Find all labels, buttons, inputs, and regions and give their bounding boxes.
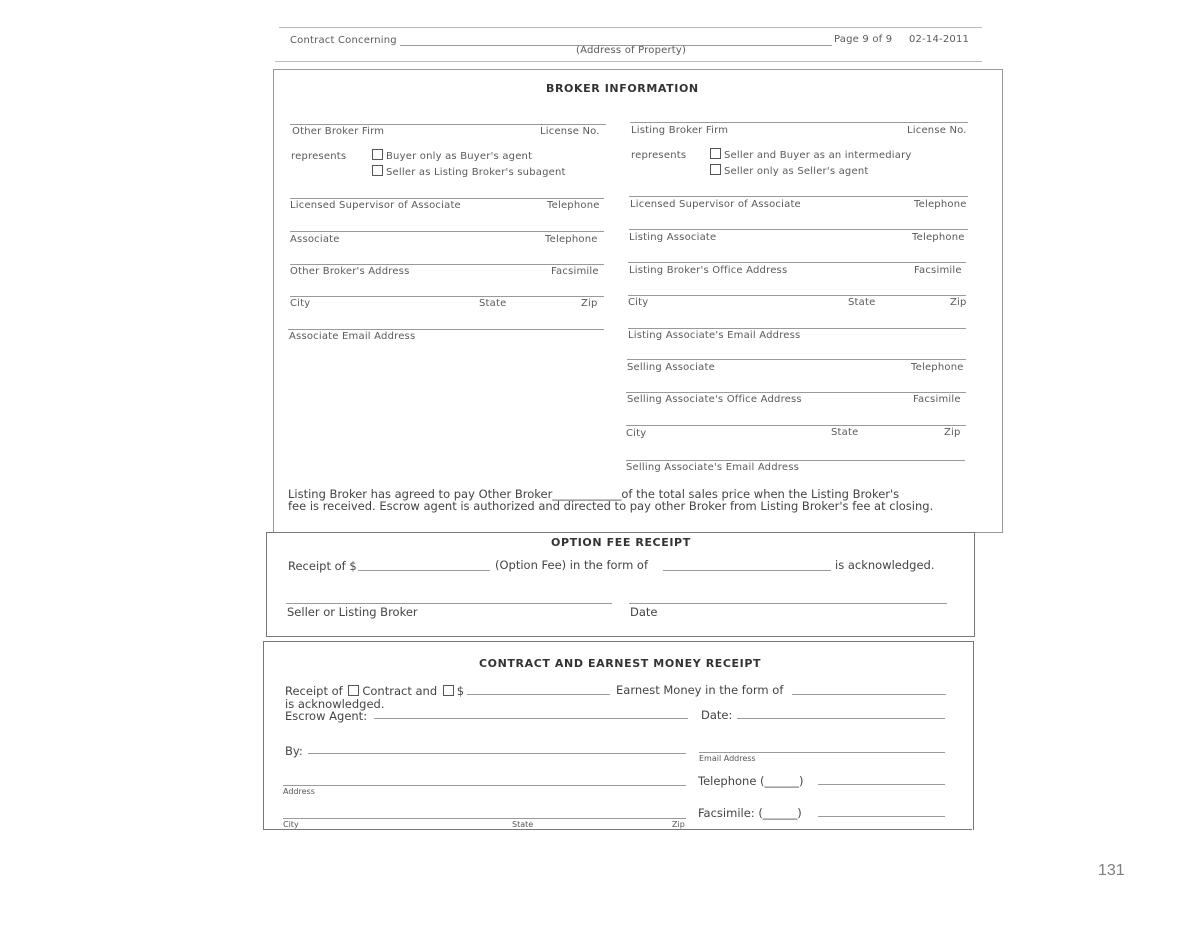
earnest-section-bottom-rule	[263, 829, 972, 830]
earnest-receipt-row	[285, 684, 464, 698]
seller-signature-line[interactable]	[286, 603, 612, 604]
earnest-money-form-label: Earnest Money in the form of	[616, 683, 784, 697]
form-date: 02-14-2011	[909, 34, 970, 45]
selling-associate-office-address-label: Selling Associate's Office Address	[627, 394, 802, 405]
right-supervisor-line[interactable]	[629, 196, 968, 197]
earnest-receipt-of-label: Receipt of	[285, 684, 343, 698]
address-line[interactable]	[283, 785, 686, 786]
earnest-dollar-label: $	[456, 684, 465, 698]
associate-email-label: Associate Email Address	[289, 331, 416, 342]
other-broker-facsimile-label: Facsimile	[551, 266, 599, 277]
selling-associate-facsimile-label: Facsimile	[913, 394, 961, 405]
left-option-buyer-agent[interactable]: Buyer only as Buyer's agent	[372, 149, 532, 162]
fee-agreement-line-1: Listing Broker has agreed to pay Other Broker____________of the total sales price when the Listing Broker's	[288, 487, 900, 501]
right-option-intermediary[interactable]: Seller and Buyer as an intermediary	[710, 148, 912, 161]
earnest-state-label: State	[512, 820, 534, 829]
address-of-property-label: (Address of Property)	[576, 45, 687, 56]
checkbox-icon[interactable]	[372, 165, 383, 176]
listing-associate-label: Listing Associate	[629, 232, 717, 243]
listing-broker-firm-label: Listing Broker Firm	[631, 125, 729, 136]
left-state-label: State	[479, 298, 507, 309]
facsimile-label: Facsimile: (______)	[698, 806, 802, 820]
selling-associate-email-line[interactable]	[626, 460, 965, 461]
page-indicator: Page 9 of 9	[834, 34, 893, 45]
associate-line[interactable]	[290, 231, 604, 232]
right-option-seller-agent[interactable]: Seller only as Seller's agent	[710, 164, 869, 177]
earnest-acknowledged-label: is acknowledged.	[285, 697, 385, 711]
checkbox-icon[interactable]	[372, 149, 383, 160]
selling-state-label: State	[831, 427, 859, 438]
option-fee-date-label: Date	[630, 605, 658, 619]
option-fee-acknowledged-label: is acknowledged.	[835, 558, 935, 572]
associate-email-line[interactable]	[288, 329, 604, 330]
earnest-money-title: CONTRACT AND EARNEST MONEY RECEIPT	[479, 657, 762, 670]
by-label: By:	[285, 744, 303, 758]
left-supervisor-line[interactable]	[290, 198, 604, 199]
right-supervisor-telephone-label: Telephone	[914, 199, 967, 210]
listing-associate-email-label: Listing Associate's Email Address	[628, 330, 801, 341]
selling-associate-line[interactable]	[627, 359, 966, 360]
page-number: 131	[1098, 862, 1125, 879]
checkbox-icon[interactable]	[348, 685, 359, 696]
checkbox-icon[interactable]	[443, 685, 454, 696]
listing-broker-office-address-line[interactable]	[628, 262, 966, 263]
left-supervisor-telephone-label: Telephone	[547, 200, 600, 211]
right-represents-label: represents	[631, 150, 687, 161]
left-city-label: City	[290, 298, 311, 309]
option-fee-receipt-of-label: Receipt of $	[288, 559, 357, 573]
earnest-city-label: City	[283, 820, 299, 829]
city-state-zip-line[interactable]	[283, 818, 686, 819]
telephone-line[interactable]	[818, 784, 945, 785]
option-fee-title: OPTION FEE RECEIPT	[551, 536, 691, 549]
left-represents-label: represents	[291, 151, 347, 162]
left-option-seller-subagent[interactable]: Seller as Listing Broker's subagent	[372, 165, 566, 178]
right-zip-label: Zip	[950, 297, 967, 308]
earnest-money-form-line[interactable]	[792, 694, 946, 695]
other-broker-firm-line[interactable]	[290, 124, 606, 125]
listing-associate-line[interactable]	[629, 229, 968, 230]
selling-city-label: City	[626, 428, 647, 439]
earnest-date-label: Date:	[701, 708, 733, 722]
contract-concerning-label: Contract Concerning	[290, 35, 397, 46]
right-city-label: City	[628, 297, 649, 308]
email-address-line[interactable]	[699, 752, 945, 753]
right-state-label: State	[848, 297, 876, 308]
selling-associate-telephone-label: Telephone	[911, 362, 964, 373]
earnest-amount-line[interactable]	[467, 694, 610, 695]
other-broker-address-line[interactable]	[290, 264, 604, 265]
left-city-line[interactable]	[290, 296, 604, 297]
earnest-contract-label: Contract and	[362, 684, 438, 698]
option-fee-form-line[interactable]	[663, 570, 831, 571]
broker-information-title: BROKER INFORMATION	[546, 82, 699, 95]
left-supervisor-label: Licensed Supervisor of Associate	[290, 200, 461, 211]
address-label: Address	[283, 787, 315, 796]
other-broker-firm-label: Other Broker Firm	[292, 126, 385, 137]
selling-associate-email-label: Selling Associate's Email Address	[626, 462, 800, 473]
listing-associate-email-line[interactable]	[628, 328, 966, 329]
by-signature-line[interactable]	[308, 753, 686, 754]
header-bottom-rule	[275, 61, 982, 62]
selling-associate-office-address-line[interactable]	[626, 392, 966, 393]
telephone-label: Telephone (______)	[698, 774, 804, 788]
earnest-date-line[interactable]	[737, 718, 945, 719]
fee-agreement-line-2: fee is received. Escrow agent is authorized and directed to pay other Broker from Listing Broker's fee at closing.	[288, 499, 934, 513]
listing-associate-telephone-label: Telephone	[912, 232, 965, 243]
seller-listing-broker-label: Seller or Listing Broker	[287, 605, 418, 619]
associate-telephone-label: Telephone	[545, 234, 598, 245]
header-top-rule	[279, 27, 982, 28]
selling-associate-label: Selling Associate	[627, 362, 715, 373]
selling-zip-label: Zip	[944, 427, 961, 438]
listing-broker-license-label: License No.	[907, 125, 967, 136]
right-city-line[interactable]	[628, 295, 966, 296]
option-fee-form-label: (Option Fee) in the form of	[495, 558, 649, 572]
facsimile-line[interactable]	[818, 816, 945, 817]
left-zip-label: Zip	[581, 298, 598, 309]
email-address-label: Email Address	[699, 754, 756, 763]
right-supervisor-label: Licensed Supervisor of Associate	[630, 199, 801, 210]
listing-broker-facsimile-label: Facsimile	[914, 265, 962, 276]
checkbox-icon[interactable]	[710, 148, 721, 159]
escrow-agent-line[interactable]	[374, 718, 688, 719]
listing-broker-firm-line[interactable]	[630, 122, 968, 123]
associate-label: Associate	[290, 234, 340, 245]
option-fee-amount-line[interactable]	[358, 570, 490, 571]
selling-city-line[interactable]	[626, 425, 966, 426]
other-broker-address-label: Other Broker's Address	[290, 266, 410, 277]
escrow-agent-label: Escrow Agent:	[285, 709, 368, 723]
listing-broker-office-address-label: Listing Broker's Office Address	[629, 265, 788, 276]
earnest-zip-label: Zip	[672, 820, 685, 829]
checkbox-icon[interactable]	[710, 164, 721, 175]
option-fee-date-line[interactable]	[629, 603, 947, 604]
other-broker-license-label: License No.	[540, 126, 600, 137]
